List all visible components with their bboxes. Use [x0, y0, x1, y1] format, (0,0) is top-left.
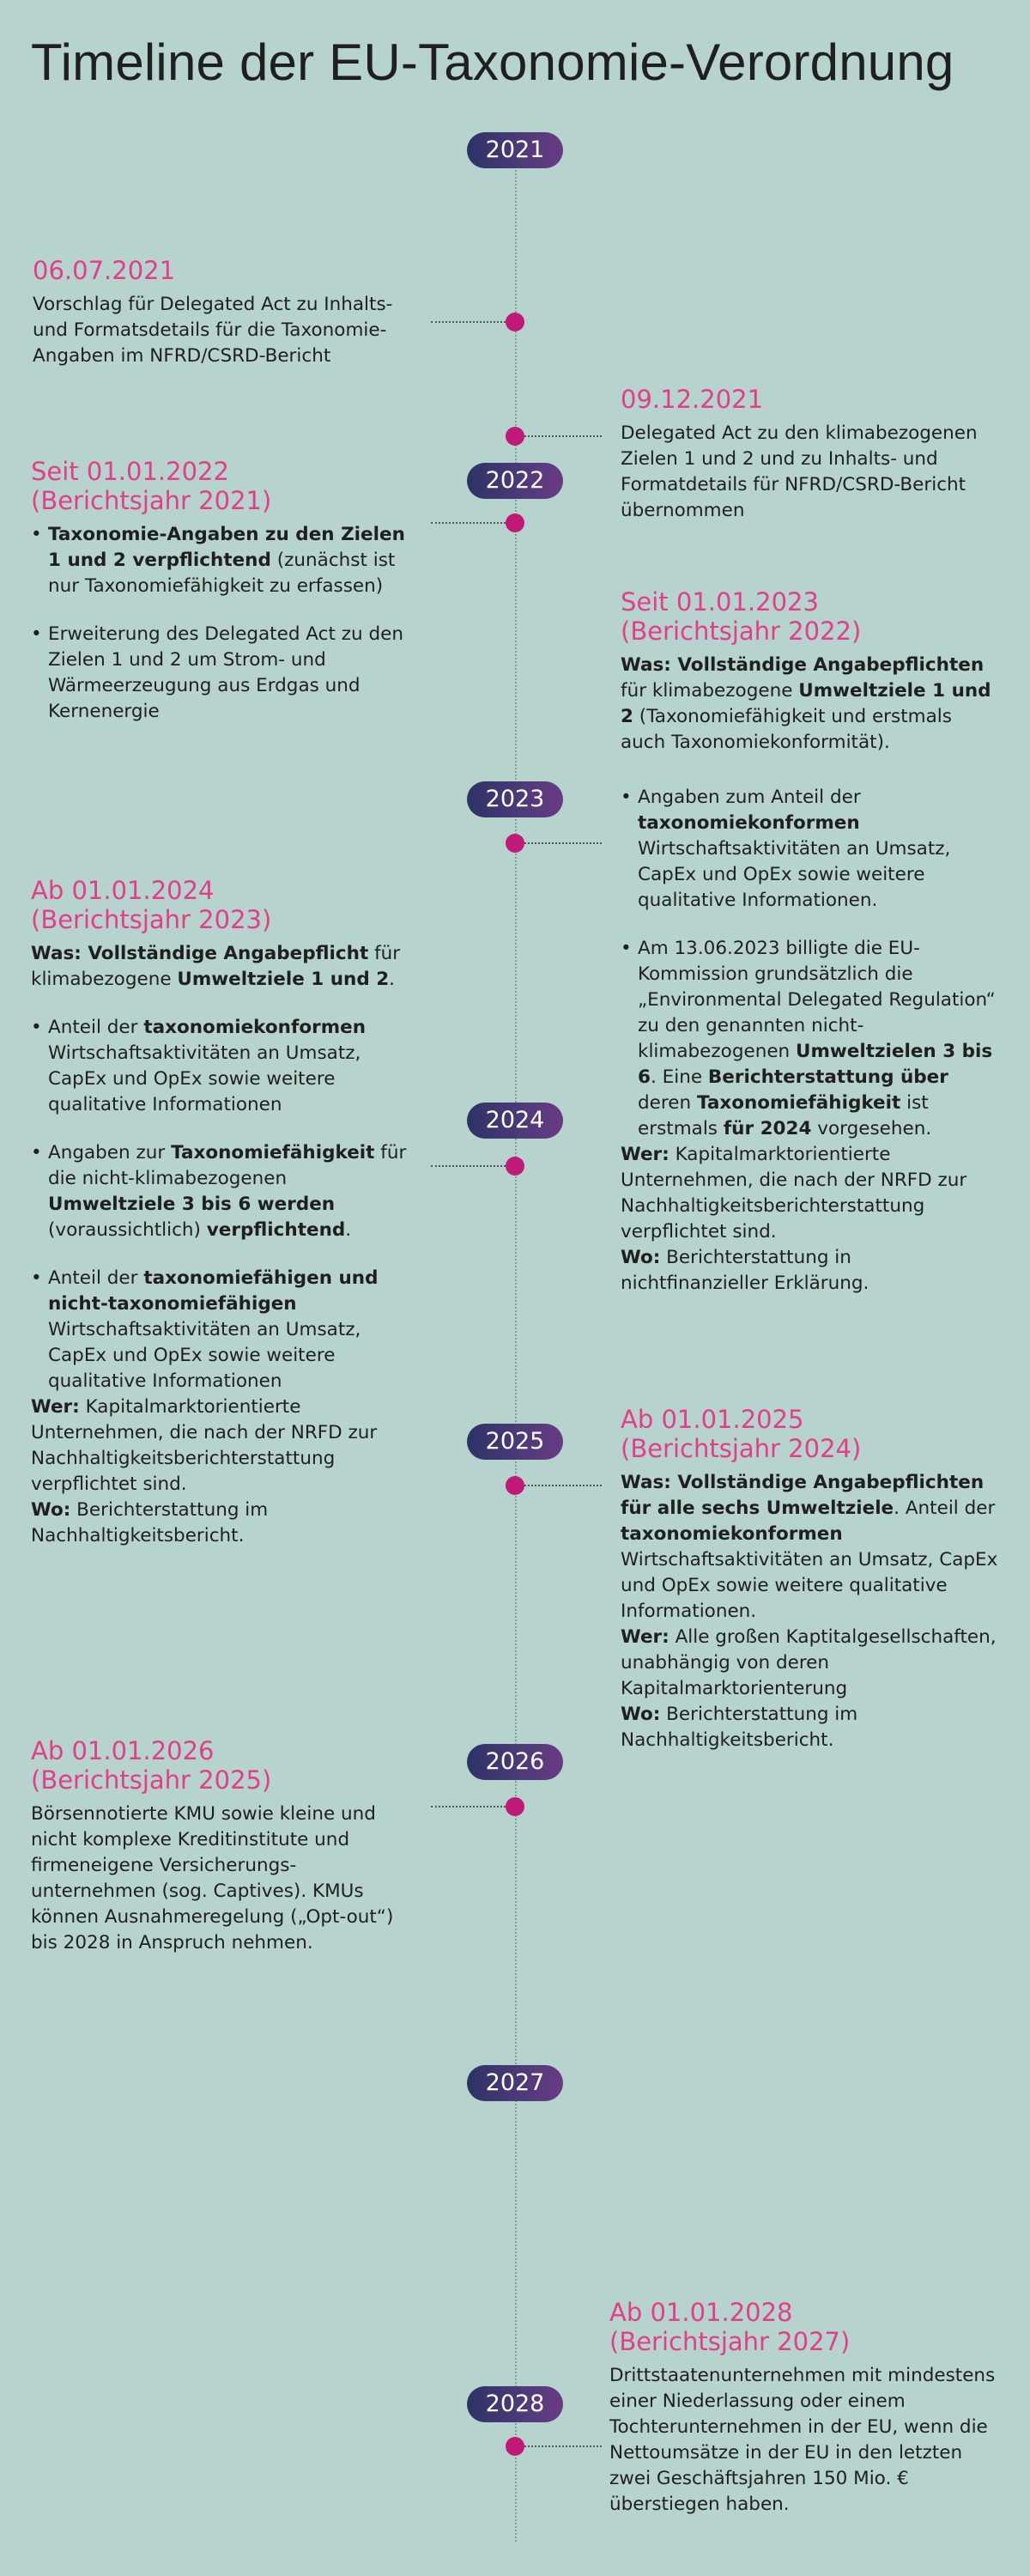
- connector-2025: [524, 1485, 602, 1486]
- year-pill-2021: 2021: [467, 132, 563, 168]
- event-date-line: Ab 01.01.2025: [621, 1405, 804, 1434]
- year-pill-2022: 2022: [467, 463, 563, 499]
- connector-2021-12: [524, 435, 602, 437]
- connector-2024: [431, 1165, 506, 1167]
- connector-2028: [524, 2445, 602, 2447]
- event-text: Delegated Act zu den klimabezogenen Zielen 1 und 2 und zu Inhalts- und Formatdetails für NFRD/CSRD-Bericht übernommen: [621, 422, 978, 521]
- year-pill-2026: 2026: [467, 1744, 563, 1780]
- event-date-line: Ab 01.01.2028: [609, 2298, 793, 2327]
- event-2021-12: [621, 385, 998, 524]
- event-date-subline: (Berichtsjahr 2025): [31, 1765, 272, 1795]
- connector-2023: [524, 842, 602, 844]
- year-pill-2028: 2028: [467, 2386, 563, 2422]
- event-date: [621, 1405, 1003, 1463]
- event-date: [621, 587, 1003, 646]
- event-2025: [621, 1405, 1003, 1753]
- event-dot-2026: [506, 1797, 524, 1816]
- connector-2021-07: [431, 321, 506, 323]
- event-date-subline: (Berichtsjahr 2023): [31, 905, 272, 934]
- bullet-item: • Taxonomie-Angaben zu den Zielen 1 und 2 verpflichtend (zunächst ist nur Taxonomiefähigkeit zu erfassen): [31, 522, 417, 599]
- event-dot-2022: [506, 513, 524, 532]
- wo-text: Wo: Berichterstattung im Nachhaltigkeitsbericht.: [621, 1704, 858, 1751]
- event-date-subline: (Berichtsjahr 2024): [621, 1434, 862, 1463]
- event-date: [31, 876, 417, 934]
- wo-text: Wo: Berichterstattung in nichtfinanzieller Erklärung.: [621, 1247, 869, 1294]
- bullet-item: • Erweiterung des Delegated Act zu den Zielen 1 und 2 um Strom- und Wärmeerzeugung aus Erdgas und Kernenergie: [31, 622, 417, 725]
- wer-text: Wer: Alle großen Kaptitalgesellschaften, unabhängig von deren Kapitalmarktorienterung: [621, 1626, 997, 1699]
- bullet-item: • Anteil der taxonomiefähigen und nicht-taxonomiefähigen Wirtschaftsaktivitäten an Umsatz, CapEx und OpEx sowie weitere qualitative Informationen: [31, 1266, 417, 1394]
- wer-text: Wer: Kapitalmarktorientierte Unternehmen, die nach der NRFD zur Nachhaltigkeitsberichterstattung verpflichtet sind.: [31, 1396, 378, 1495]
- event-2021-07: [33, 256, 419, 369]
- event-dot-2023: [506, 834, 524, 853]
- wer-text: Wer: Kapitalmarktorientierte Unternehmen, die nach der NRFD zur Nachhaltigkeitsberichterstattung verpflichtet sind.: [621, 1144, 967, 1242]
- event-2023: [621, 587, 1003, 1297]
- bullet-item: • Anteil der taxonomiekonformen Wirtschaftsaktivitäten an Umsatz, CapEx und OpEx sowie weitere qualitative Informationen: [31, 1015, 417, 1118]
- bullet-item: • Angaben zur Taxonomiefähigkeit für die nicht-klimabezogenen Umweltziele 3 bis 6 werden (voraussichtlich) verpflichtend.: [31, 1140, 417, 1243]
- year-pill-2027: 2027: [467, 2065, 563, 2101]
- was-text: Was: Vollständige Angabepflichten für klimabezogene Umweltziele 1 und 2 (Taxonomiefähigkeit und erstmals auch Taxonomiekonformität).: [621, 654, 991, 753]
- event-2028: [609, 2298, 996, 2518]
- event-date-subline: (Berichtsjahr 2021): [31, 486, 272, 515]
- event-date-line: Ab 01.01.2026: [31, 1736, 215, 1765]
- connector-2026: [431, 1806, 506, 1807]
- event-dot-2024: [506, 1157, 524, 1176]
- timeline-axis: [515, 150, 517, 2542]
- event-date-subline: (Berichtsjahr 2022): [621, 617, 862, 646]
- event-date: 09.12.2021: [621, 385, 764, 414]
- event-date: [31, 1736, 417, 1795]
- event-date-line: Ab 01.01.2024: [31, 876, 215, 905]
- was-text: Was: Vollständige Angabepflichten für alle sechs Umweltziele. Anteil der taxonomiekonformen Wirtschaftsaktivitäten an Umsatz, CapEx und OpEx sowie weitere qualitative Informationen.: [621, 1472, 998, 1622]
- event-text: Vorschlag für Delegated Act zu Inhalts- und Formatsdetails für die Taxonomie-Angaben im NFRD/CSRD-Bericht: [33, 294, 393, 367]
- event-dot-2021-12: [506, 427, 524, 446]
- event-text: Drittstaatenunternehmen mit mindestens einer Niederlassung oder einem Tochterunternehmen in der EU, wenn die Nettoumsätze in der EU in den letzten zwei Geschäftsjahren 150 Mio. € überstiegen haben.: [609, 2365, 996, 2515]
- event-2026: [31, 1736, 417, 1956]
- connector-2022: [431, 522, 506, 524]
- event-date-line: Seit 01.01.2023: [621, 587, 819, 617]
- year-pill-2025: 2025: [467, 1424, 563, 1460]
- year-pill-2024: 2024: [467, 1103, 563, 1139]
- bullet-item: • Angaben zum Anteil der taxonomiekonformen Wirtschaftsaktivitäten an Umsatz, CapEx und OpEx sowie weitere qualitative Informationen.: [621, 785, 1003, 914]
- page-title: Timeline der EU-Taxonomie-Verordnung: [31, 33, 954, 91]
- event-2022: [31, 457, 417, 725]
- event-2024: [31, 876, 417, 1549]
- event-dot-2028: [506, 2437, 524, 2456]
- event-date-line: Seit 01.01.2022: [31, 457, 229, 486]
- event-date-subline: (Berichtsjahr 2027): [609, 2327, 851, 2356]
- year-pill-2023: 2023: [467, 781, 563, 817]
- was-text: Was: Vollständige Angabepflicht für klimabezogene Umweltziele 1 und 2.: [31, 943, 401, 990]
- event-date: [31, 457, 417, 515]
- event-dot-2021-07: [506, 313, 524, 331]
- event-date: 06.07.2021: [33, 256, 176, 285]
- event-date: [609, 2298, 996, 2356]
- event-text: Börsennotierte KMU sowie kleine und nicht komplexe Kreditinstitute und firmeneigene Versicherungs-unternehmen (sog. Captives). KMUs können Ausnahmeregelung („Opt-out“) bis 2028 in Anspruch nehmen.: [31, 1803, 394, 1953]
- bullet-item: • Am 13.06.2023 billigte die EU-Kommission grundsätzlich die „Environmental Delegated Regulation“ zu den genannten nicht-klimabezogenen Umweltzielen 3 bis 6. Eine Berichterstattung über deren Taxonomiefähigkeit ist erstmals für 2024 vorgesehen.: [621, 936, 1003, 1142]
- wo-text: Wo: Berichterstattung im Nachhaltigkeitsbericht.: [31, 1499, 269, 1546]
- event-dot-2025: [506, 1476, 524, 1495]
